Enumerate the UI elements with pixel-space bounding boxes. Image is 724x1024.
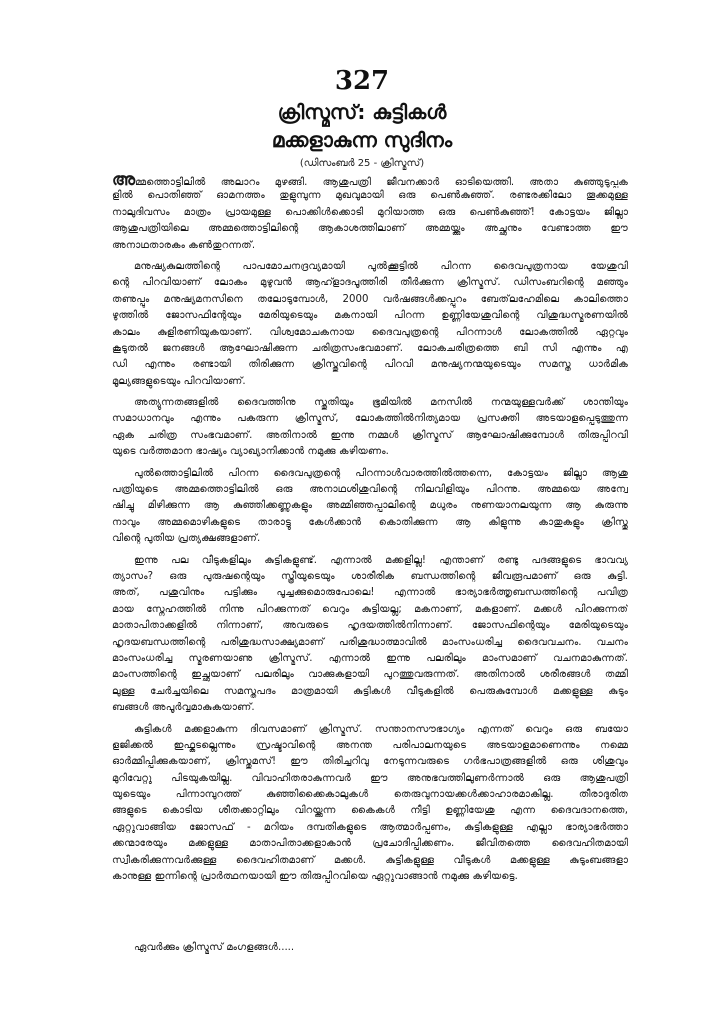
paragraph <box>112 553 628 717</box>
text-line: വിന്റെ പുതിയ പ്രത്യക്ഷങ്ങളാണ്. <box>112 533 261 545</box>
text-line: ളിൽ പൊതിഞ്ഞ് ഓമനത്തം തുളുമ്പുന്ന മുഖവുമായി ഒരു പെൺകുഞ്ഞ്. രണ്ടരക്കിലോ തൂക്കമുള്ള <box>112 190 628 202</box>
text-line: സ്വീകരിക്കുന്നവർക്കുള്ള ദൈവഹിതമാണ് മക്കൾ. കുട്ടികളുള്ള വീടുകൾ മക്കളുള്ള കുടുംബങ്ങളാ <box>112 854 628 866</box>
paragraph <box>112 395 628 461</box>
text-line: മുറിവേറ്റു പിടയുകയില്ല. വിവാഹിതരാകുന്നവർ ഈ അനുഭവത്തിലുണർന്നാൽ ഒരു ആശുപത്രി <box>112 772 628 784</box>
text-line: യുടെയും പിന്നാമ്പുറത്ത് കുഞ്ഞിക്കൈകാലുകൾ തെരുവുനായക്കൾക്കാഹാരമാകില്ല. തീരാദുരിത <box>112 789 628 801</box>
subtitle-date: (ഡിസംബർ 25 - ക്രിസ്മസ്) <box>299 158 425 169</box>
text-line: ബങ്ങൾ അപൂർവ്വമാകുകയാണ്. <box>112 702 255 714</box>
text-line: യുടെ വർത്തമാന ഭാഷ്യം വ്യാഖ്യാനിക്കാൻ നമുക്കു കഴിയണം. <box>112 446 389 458</box>
paragraph <box>112 259 628 390</box>
text-line: ഷിച്ചു മിഴിക്കുന്ന ആ കുഞ്ഞിക്കണ്ണുകളും അമ്മിഞ്ഞപ്പാലിന്റെ മധുരം നുണയാനലയുന്ന ആ കുരുന്നു <box>112 500 628 512</box>
text-line: നാവും അമ്മമൊഴികളുടെ താരാട്ടു കേൾക്കാൻ കൊതിക്കുന്ന ആ കിളുന്നു കാതുകളും ക്രിസ്തു <box>112 516 628 528</box>
text-line: ന്റെ പിറവിയാണ് ലോകം മുഴുവൻ ആഹ്ളാദപൂത്തിരി തീർക്കുന്ന ക്രിസ്മസ്. ഡിസംബറിന്റെ മഞ്ഞും <box>112 277 628 289</box>
text-line: അത്യുന്നതങ്ങളിൽ ദൈവത്തിനു സ്തുതിയും ഭൂമിയിൽ മനസിൽ നന്മയുള്ളവർക്ക് ശാന്തിയും <box>134 397 628 409</box>
text-line <box>112 172 628 188</box>
text-line: മനുഷ്യകുലത്തിന്റെ പാപമോചനദ്രവ്യമായി പുൽക്കൂട്ടിൽ പിറന്ന ദൈവപുത്രനായ യേശുവി <box>134 260 628 272</box>
text-line: മൂല്യങ്ങളുടെയും പിറവിയാണ്. <box>112 375 246 387</box>
text-line: അത്, പശുവിനും പട്ടിക്കും പൂച്ചക്കുമൊരുപോലെ! എന്നാൽ ഭാര്യാഭർത്തൃബന്ധത്തിന്റെ പവിത്ര <box>112 587 628 599</box>
text-line: പത്രിയുടെ അമ്മത്തൊട്ടിലിൽ ഒരു അനാഥശിശുവിന്റെ നിലവിളിയും പിറന്നു. അമ്മയെ അന്വേ <box>112 484 628 496</box>
text-line: കുട്ടികൾ മക്കളാകുന്ന ദിവസമാണ് ക്രിസ്മസ്. സന്താനസൗഭാഗ്യം എന്നത് വെറും ഒരു ബയോ <box>134 723 628 735</box>
drop-cap: അ <box>112 172 136 189</box>
paragraph <box>112 466 628 548</box>
text-line: തണുപ്പും മനുഷ്യമനസിനെ തലോടുമ്പോൾ, 2000 വർഷങ്ങൾക്കപ്പുറം ബേത്‌ലഹേമിലെ കാലിത്തൊ <box>112 293 628 305</box>
text-line: ഡി എന്നും രണ്ടായി തിരിക്കുന്ന ക്രിസ്തുവിന്റെ പിറവി മനുഷ്യനന്മയുടെയും സമസ്ത ധാർമിക <box>112 359 628 371</box>
text-line: സമാധാനവും എന്നും പകരുന്ന ക്രിസ്മസ്, ലോകത്തിൽനിത്യമായ പ്രസക്തി അടയാളപ്പെടുത്തുന്ന <box>112 413 628 425</box>
closing-greeting: ഏവർക്കും ക്രിസ്മസ് മംഗളങ്ങൾ..... <box>134 942 295 953</box>
text-line: മാതാപിതാക്കളിൽ നിന്നാണ്, അവരുടെ ഹൃദയത്തിൽനിന്നാണ്. ജോസഫിന്റെയും മേരിയുടെയും <box>112 620 628 632</box>
text-line: കാനുള്ള ഇന്നിന്റെ പ്രാർത്ഥനയായി ഈ തിരുപ്പിറവിയെ ഏറ്റുവാങ്ങാൻ നമുക്കു കഴിയട്ടെ. <box>112 871 518 883</box>
text-line: മായ സ്നേഹത്തിൽ നിന്നു പിറക്കുന്നത് വെറും കുട്ടിയല്ല; മകനാണ്, മകളാണ്. മക്കൾ പിറക്കുന്നത് <box>112 603 628 615</box>
title-line-2: മക്കളാകുന്ന സുദിനം <box>271 128 453 152</box>
text-line: ഇന്നു പല വീടുകളിലും കുട്ടികളുണ്ട്. എന്നാൽ മക്കളില്ല! എന്താണ് രണ്ടു പദങ്ങളുടെ ഭാവവ്യ <box>134 554 628 566</box>
text-line: ലുള്ള ചേർച്ചയിലെ സമസ്തപദം മാത്രമായി കുട്ടികൾ വീടുകളിൽ പെരുകുമ്പോൾ മക്കളുള്ള കുടും <box>112 685 628 697</box>
article-body <box>112 172 628 890</box>
paragraph <box>112 722 628 886</box>
text-line: കൂടുതൽ ജനങ്ങൾ ആഘോഷിക്കുന്ന ചരിത്രസംഭവമാണ്. ലോകചരിത്രത്തെ ബി സി എന്നും എ <box>112 342 628 354</box>
text-line: അനാഥതാരകം കൺതുറന്നത്. <box>112 239 256 251</box>
text-line: ഓർമ്മിപ്പിക്കുകയാണ്, ക്രിസ്തുമസ്! ഈ തിരിച്ചറിവു നേടുന്നവരുടെ ഗർഭപാത്രങ്ങളിൽ ഒരു ശിശുവും <box>112 756 628 768</box>
text-line: ക്കന്മാരേയും മക്കളുള്ള മാതാപിതാക്കളാകാൻ പ്രചോദിപ്പിക്കണം. ജീവിതത്തെ ദൈവഹിതമായി <box>112 838 628 850</box>
text-line-content: മ്മത്തൊട്ടിലിൽ അലാറം മുഴങ്ങി. ആശുപത്രി ജീവനക്കാർ ഓടിയെത്തി. അതാ കുഞ്ഞുടുപ്പുക <box>135 177 628 188</box>
text-line: നാലുദിവസം മാത്രം പ്രായമുള്ള പൊക്കിൾക്കൊടി മുറിയാത്ത ഒരു പെൺകുഞ്ഞ്! കോട്ടയം ജില്ലാ <box>112 206 628 218</box>
text-line: ത്യാസം? ഒരു പുരുഷന്റെയും സ്ത്രീയുടെയും ശാരീരിക ബന്ധത്തിന്റെ ജീവരൂപമാണ് ഒരു കുട്ടി. <box>112 570 628 582</box>
text-line: മാംസംധരിച്ച സ്മരണയാണു ക്രിസ്മസ്. എന്നാൽ ഇന്നു പലരിലും മാംസമാണ് വചനമാകുന്നത്. <box>112 652 628 664</box>
text-line: മാംസത്തിന്റെ ഇച്ഛയാണ് പലരിലും വാക്കുകളായി പുറത്തുവരുന്നത്. അതിനാൽ ശരീരങ്ങൾ തമ്മി <box>112 669 628 681</box>
text-line: പുൽത്തൊട്ടിലിൽ പിറന്ന ദൈവപുത്രന്റെ പിറന്നാൾവാരത്തിൽത്തന്നെ, കോട്ടയം ജില്ലാ ആശു <box>134 467 628 479</box>
text-line: ഏക ചരിത്ര സംഭവമാണ്. അതിനാൽ ഇന്നു നമ്മൾ ക്രിസ്മസ് ആഘോഷിക്കുമ്പോൾ തിരുപ്പിറവി <box>112 429 628 441</box>
text-line: ഴുത്തിൽ ജോസഫിന്റേയും മേരിയുടെയും മകനായി പിറന്ന ഉണ്ണിയേശുവിന്റെ വിശുദ്ധസ്മരണയിൽ <box>112 310 628 322</box>
title-line-1: ക്രിസ്മസ്: കുട്ടികൾ <box>277 100 447 124</box>
text-line: ങ്ങളുടെ കൊടിയ ശീതക്കാറ്റിലും വിറയ്ക്കുന്ന കൈകൾ നീട്ടി ഉണ്ണിയേശു എന്ന ദൈവദാനത്തെ, <box>112 805 628 817</box>
text-line: ആശുപത്രിയിലെ അമ്മത്തൊട്ടിലിന്റെ ആകാശത്തിലാണ് അമ്മയ്ക്കും അച്ഛനും വേണ്ടാത്ത ഈ <box>112 223 628 235</box>
paragraph <box>112 172 628 254</box>
text-line: ഏറ്റുവാങ്ങിയ ജോസഫ് - മറിയം ദമ്പതികളുടെ ആത്മാർപ്പണം, കുട്ടികളുള്ള എല്ലാ ഭാര്യാഭർത്താ <box>112 821 628 833</box>
text-line: കാലം കുളിരണിയുകയാണ്. വിശ്വമോചകനായ ദൈവപുത്രന്റെ പിറന്നാൾ ലോകത്തിൽ ഏറ്റവും <box>112 326 628 338</box>
page-number: 327 <box>334 66 390 96</box>
text-line: ളജിക്കൽ ഇഫ്കടല്ലെന്നും സ്രഷ്ടാവിന്റെ അനന്ത പരിപാലനയുടെ അടയാളമാണെന്നും നമ്മെ <box>112 739 628 751</box>
text-line: ഹൃദയബന്ധത്തിന്റെ പരിശുദ്ധസാക്ഷ്യമാണ് പരിശുദ്ധാത്മാവിൽ മാംസംധരിച്ച ദൈവവചനം. വചനം <box>112 636 628 648</box>
